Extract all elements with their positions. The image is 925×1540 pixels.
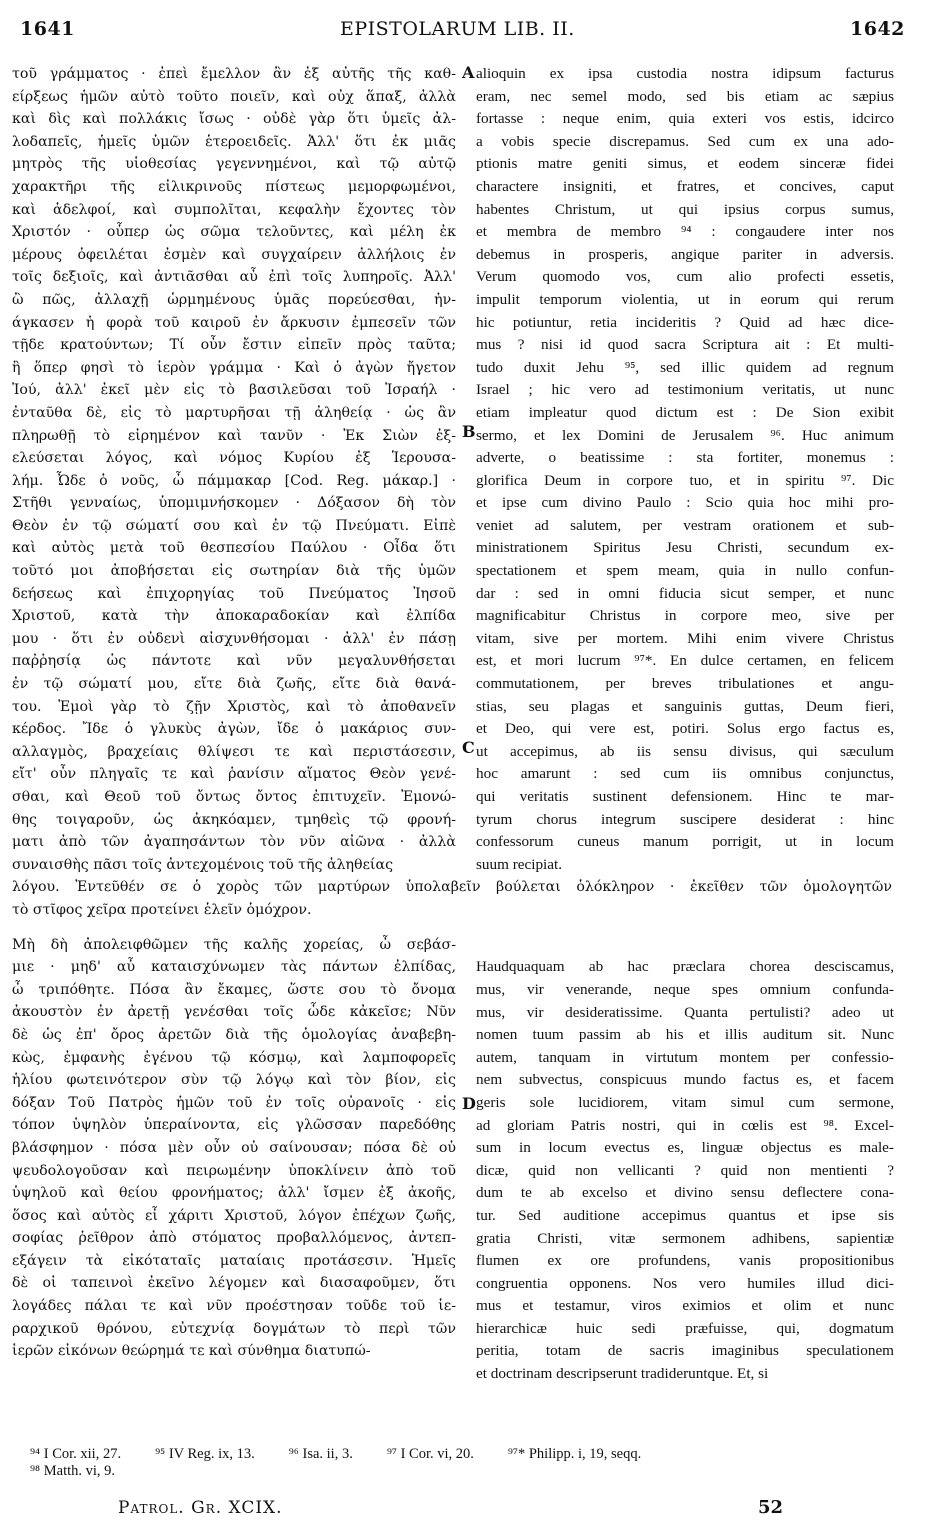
latin-line: peritia, totam de sacris imaginibus speculationem (476, 1342, 894, 1360)
footnote: ⁹⁷ I Cor. vi, 20. (386, 1446, 474, 1462)
latin-line: charactere insigniti, et fratres, et concives, caput (476, 177, 894, 195)
latin-line: et Deo, qui vere est, potiri. Solus ergo factus es, (476, 720, 894, 738)
latin-line: dar : sed in omni fiducia sicut semper, et nunc (476, 584, 894, 602)
latin-line: Israel ; hic vero ad testimonium veritatis, ut nunc (476, 381, 894, 399)
latin-line: est, et mori lucrum ⁹⁷*. En dulce certamen, en felicem (476, 652, 894, 670)
greek-line: συναισθὴς πᾶσι τοῖς ἀντεχομένοις τοῦ τῆς ἀληθείας (12, 856, 394, 873)
greek-line: βλάσφημον · πόσα μὲν οὖν οὐ σαίνουσαν; πόσα δὲ οὐ (12, 1139, 456, 1156)
latin-line: geris sole lucidiorem, vitam simul cum sermone, (476, 1093, 894, 1111)
greek-line: του. Ἐμοὶ γὰρ τὸ ζῇν Χριστὸς, καὶ τὸ ἀποθανεῖν (12, 698, 456, 715)
latin-line: fortasse : neque enim, quia exteri vos estis, idcirco (476, 110, 894, 128)
latin-line: debemus in prosperis, angique pariter in adversis. (476, 245, 894, 263)
latin-line: qui veritatis sustinent defensionem. Hinc te mar- (476, 788, 894, 805)
greek-line: καὶ αὐτὸς μετὰ τοῦ θεσπεσίου Παύλου · Οἶδα ὅτι (12, 540, 456, 557)
greek-line: τοῖς δεξιοῖς, καὶ ἀντιᾶσθαι αὖ ἐπὶ τοῖς λυπηροῖς. Ἀλλ' (12, 269, 456, 286)
greek-line: ἐνταῦθα δὲ, εἰς τὸ μαρτυρῆσαι τῇ ἀληθείᾳ · ὡς ἂν (12, 404, 456, 421)
greek-line: καὶ δὶς καὶ πολλάκις ἴσως · οὐδὲ γὰρ ὅτι ὑμεῖς ἀλ- (12, 111, 456, 128)
footnote: ⁹⁵ IV Reg. ix, 13. (155, 1446, 255, 1462)
footnotes-row-1 (30, 1446, 900, 1463)
greek-line: καὶ ἀδελφοί, καὶ συμπολῖται, κεφαλὴν ἔχοντες τὸν (12, 201, 456, 218)
greek-line: ἐν τῷ σώματί μου, εἴτε διὰ ζωῆς, εἴτε διὰ θανά- (12, 676, 456, 693)
greek-line: εξάγειν τὰ εἰκόταταῖς ματαίαις προτάσεσιν. Ἡμεῖς (12, 1252, 456, 1269)
greek-line: λήμ. Ὦδε ὁ νοῦς, ὦ πάμμακαρ [Cod. Reg. μάκαρ.] · (12, 472, 456, 489)
greek-text-top (12, 63, 456, 876)
greek-line: λοδαπεῖς, ἡμεῖς ὑμῶν ἑτεροειδεῖς. Ἀλλ' ὅτι ἐκ μιᾶς (12, 133, 456, 150)
latin-line: ministrationem Spiritus Jesu Christi, secundum ex- (476, 539, 894, 557)
greek-line: τόπον ὑψηλὸν ὑπεραίνοντα, εἰς γλῶσσαν παρεδόθης (12, 1117, 456, 1134)
greek-line: παῤῥησίᾳ ὡς πάντοτε καὶ νῦν μεγαλυνθήσεται (12, 653, 456, 670)
latin-line: habentes Christum, ut qui ipsius corpus sumus, (476, 200, 894, 218)
greek-line: ὅσος καὶ αὐτὸς εἶ χάριτι Χριστοῦ, λόγον ἐπέχων ζωῆς, (12, 1207, 456, 1224)
section-marker-c: C (462, 738, 475, 757)
latin-line: mus, vir venerande, neque spes omnium confunda- (476, 980, 894, 998)
latin-line: impulit temporum violentia, ut in eorum qui rerum (476, 290, 894, 308)
latin-line: nomen tuum passim ab his et illis auditum sit. Nunc (476, 1026, 894, 1044)
greek-line: Ἰού, ἀλλ' ἐκεῖ μὲν εἰς τὸ βασιλεῦσαι τοῦ Ἰσραήλ · (12, 382, 456, 399)
latin-line: dum te ab excelso et divino sensu deflectere cona- (476, 1184, 894, 1202)
latin-line: mus, vir desideratissime. Quanta pertulisti? adeo ut (476, 1003, 894, 1021)
latin-line: commutationem, per breves tribulationes et angu- (476, 675, 894, 693)
latin-text-top (476, 63, 894, 876)
latin-line: magnificabitur Christus in corpore meo, sive per (476, 607, 894, 625)
greek-line: αλλαγμὸς, βραχείαις θλίψεσι τε καὶ περιστάσεσιν, (12, 743, 456, 760)
latin-line: stias, seu plagas et sanguinis guttas, Deum fieri, (476, 697, 894, 715)
greek-line: ἱερῶν εἰκόνων θεώρημά τε καὶ σύνθημα διατυπώ- (12, 1343, 371, 1360)
latin-column (476, 63, 894, 1386)
greek-line: δόξαν Τοῦ Πατρὸς ἡμῶν τοῦ ἐν τοῖς οὐρανοῖς · εἰς (12, 1094, 456, 1111)
greek-line: μητρὸς τῆς υἱοθεσίας γεγεννημένοι, καὶ τῷ αὐτῷ (12, 156, 456, 173)
greek-line: ελεύσεται λόγος, καὶ νόμος Κυρίου ἐξ Ἱερουσα- (12, 450, 456, 467)
greek-line: Χριστοῦ, κατὰ τὴν ἀποκαραδοκίαν καὶ ἐλπίδα (12, 608, 456, 625)
latin-line: etiam impleatur quod dictum est : De Sion exibit (476, 403, 894, 421)
greek-line: ἢ ὅπερ φησὶ τὸ ἱερὸν γράμμα · Καὶ ὁ ἀγὼν ἤγετον (12, 359, 456, 376)
latin-line: autem, tanquam in virtutum montem per confessio- (476, 1048, 894, 1066)
greek-line: ὦ τριπόθητε. Πόσα ἂν ἔκαμες, ὥστε σου τὸ ὄνομα (12, 981, 456, 998)
greek-line: πληρωθῇ τὸ εἰρημένον καὶ τανῦν · Ἐκ Σιὼν ἐξ- (12, 427, 456, 444)
signature-number: 52 (758, 1497, 784, 1518)
latin-line: hierarchicæ huic sedi præfuisse, qui, dogmatum (476, 1319, 894, 1337)
greek-line: άγκασεν ἡ φορὰ τοῦ καιροῦ ἐν ἄρκυσιν ἐμπεσεῖν τῶν (12, 314, 456, 331)
latin-line: ptionis matre geniti simus, et eodem sinceræ fidei (476, 155, 894, 173)
page-number-left: 1641 (20, 18, 75, 40)
greek-line: είρξεως ἡμῶν αὐτὸ τοῦτο ποιεῖν, καὶ οὐχ ἅπαξ, ἀλλὰ (12, 88, 456, 105)
greek-line: ἀκουστὸν ἐν ἀρετῇ γενέσθαι τοῖς ὧδε κἀκεῖσε; Νῦν (12, 1004, 456, 1021)
footnote: ⁹⁶ Isa. ii, 3. (288, 1446, 353, 1462)
section-marker-b: B (462, 422, 476, 441)
latin-line: vitam, sive per mortem. Mihi enim vivere Christus (476, 629, 894, 647)
latin-line: alioquin ex ipsa custodia nostra idipsum facturus (476, 65, 894, 82)
latin-line: mus ? nisi id quod sacra Scriptura ait : Et multi- (476, 336, 894, 354)
latin-line: Verum quomodo vos, cum alio profecti essetis, (476, 268, 894, 286)
latin-line: confessorum cuneus manum porrigit, ut in locum (476, 833, 894, 851)
latin-line: congruentia opponens. Nos vero humiles illud dici- (476, 1274, 894, 1292)
latin-line: tyrum chorus integrum suscipere desiderat : hinc (476, 810, 894, 828)
latin-line: tudo duxit Jehu ⁹⁵, sed illic quidem ad regnum (476, 358, 894, 376)
greek-line: Μὴ δὴ ἀπολειφθῶμεν τῆς καλῆς χορείας, ὦ σεβάσ- (12, 936, 456, 953)
greek-line: τῇδε κρατούντων; Τί οὖν ἔστιν εἰπεῖν πρὸς ταῦτα; (12, 337, 456, 354)
greek-line: ραρχικοῦ θρόνου, εὐτεχνίᾳ δογμάτων τὸ περὶ τῶν (12, 1320, 456, 1337)
running-title: EPISTOLARUM LIB. II. (340, 18, 575, 40)
latin-line: et ipse cum divino Paulo : Scio quia hoc mihi pro- (476, 494, 894, 512)
greek-line: ὑψηλοῦ καὶ θείου φρονήματος; ἀλλ' ἴσμεν ἐξ ἀκοῆς, (12, 1185, 456, 1202)
greek-text-wide (12, 876, 892, 921)
greek-line: θης τοιγαροῦν, ὡς ἀκηκόαμεν, τμηθεὶς τῷ φρονή- (12, 811, 456, 828)
latin-line: et membra de membro ⁹⁴ : congaudere inter nos (476, 223, 894, 241)
latin-line: eram, nec semel modo, sed bis etiam ac sæpius (476, 87, 894, 105)
page-number-right: 1642 (850, 18, 905, 40)
greek-line: ψευδολογοῦσαν καὶ πειρωμένην ὑποκλίνειν ἀπὸ τοῦ (12, 1162, 456, 1179)
footnotes (30, 1446, 900, 1480)
greek-line: Χριστόν · οὗπερ ὡς σῶμα τελοῦντες, καὶ μέλη ἐκ (12, 224, 456, 241)
greek-line-wide: λόγου. Ἐντεῦθέν σε ὁ χορὸς τῶν μαρτύρων ὑπολαβεῖν βούλεται ὁλόκληρον · ἐκεῖθεν τῶν ὁμολογητῶν (12, 879, 892, 896)
latin-line: mus et testamur, viros eximios et olim et nunc (476, 1297, 894, 1315)
greek-line: χαρακτῆρι τῆς εἰλικρινοῦς πίστεως μεμορφωμένοι, (12, 178, 456, 195)
greek-line: σοφίας ῥεῖθρον ἀπὸ στόματος προβαλλόμενος, ἀντεπ- (12, 1230, 456, 1247)
latin-text-bottom (476, 956, 894, 1385)
latin-line: spectationem et spem meam, quia in nullo confun- (476, 562, 894, 580)
greek-line: σθαι, καὶ Θεοῦ τοῦ ὄντως ὄντος ἐπιτυχεῖν. Ἐμονώ- (12, 789, 456, 805)
greek-line: δὲ οἱ ταπεινοὶ ἐκεῖνο λέγομεν καὶ διασαφοῦμεν, ὅτι (12, 1275, 456, 1292)
latin-line: a vobis specie discrepamus. Sed cum ex una ado- (476, 132, 894, 150)
greek-line: μέρους ὀφειλέται ἐσμὲν καὶ συγχαίρειν ἀλλήλοις ἐν (12, 246, 456, 263)
latin-line: sermo, et lex Domini de Jerusalem ⁹⁶. Huc animum (476, 426, 894, 444)
greek-line-wide: τὸ στῖφος χεῖρα προτείνει ἑλεῖν ὁμόχρον. (12, 901, 312, 918)
latin-line: glorifica Deum in corpore tuo, et in spiritu ⁹⁷. Dic (476, 471, 894, 489)
greek-line: ματι ἀπὸ τῶν ἀγαπησάντων τὸν νῦν αἰῶνα · ἀλλὰ (12, 834, 456, 851)
greek-line: κὼς, ἐμφανὴς ἐγένου τῷ κόσμῳ, καὶ λαμποφορεῖς (12, 1049, 456, 1066)
footnote: ⁹⁷* Philipp. i, 19, seqq. (507, 1446, 642, 1462)
section-marker-a: A (462, 63, 475, 82)
latin-line: nem subvectus, conspicuus mundo factus es, et facem (476, 1071, 894, 1089)
greek-line: λογάδες πάλαι τε καὶ νῦν προέστησαν τοῦδε τοῦ ἱε- (12, 1298, 456, 1315)
greek-line: τοῦ γράμματος · ἐπεὶ ἔμελλον ἂν ἐξ αὐτῆς τῆς καθ- (12, 66, 456, 82)
greek-line: μου · ὅτι ἐν οὐδενὶ αἰσχυνθήσομαι · ἀλλ' ἐν πάσῃ (12, 630, 456, 647)
latin-line: tur. Sed auditione accepimus quantus et ipse sis (476, 1206, 894, 1224)
greek-line: μιε · μηδ' αὖ καταισχύνωμεν τὰς πάντων ἐλπίδας, (12, 959, 456, 976)
series-signature: Patrol. Gr. XCIX. (118, 1498, 283, 1518)
latin-line: ut accepimus, ab iis sensu divisus, qui sæculum (476, 742, 894, 760)
latin-line: ad gloriam Patris nostri, qui in cœlis est ⁹⁸. Excel- (476, 1116, 894, 1134)
section-marker-d: D (462, 1094, 476, 1113)
footnote: ⁹⁴ I Cor. xii, 27. (30, 1446, 122, 1462)
latin-line: flumen ex ore profundens, vanis propositionibus (476, 1252, 894, 1270)
latin-line: hic potiuntur, retia incideritis ? Quid ad hæc dice- (476, 313, 894, 331)
footnote: ⁹⁸ Matth. vi, 9. (30, 1463, 116, 1479)
latin-line: sum in locum evectus es, linguæ objectus es male- (476, 1139, 894, 1157)
greek-line: δὲ ὡς ἐπ' ὄρος ἀρετῶν διὰ τῆς ὁμολογίας ἀναβεβη- (12, 1026, 456, 1043)
latin-line: veniet ad salutem, per vestram orationem et sub- (476, 516, 894, 534)
greek-line: ἡλίου φωτεινότερον σὺν τῷ λόγῳ καὶ τὸν βίον, εἰς (12, 1072, 456, 1089)
greek-line: κέρδος. Ἴδε ὁ γλυκὺς ἀγὼν, ἴδε ὁ μακάριος συν- (12, 721, 456, 738)
greek-text-bottom (12, 934, 456, 1363)
latin-line: adverte, o beatissime : sta fortiter, monemus : (476, 449, 894, 467)
latin-line: hoc amarunt : sed cum iis omnibus conjunctus, (476, 765, 894, 783)
greek-line: ὢ πῶς, ἀλλαχῇ ὡρμημένους ὑμᾶς πορεύεσθαι, ἠν- (12, 291, 456, 308)
latin-line: Haudquaquam ab hac præclara chorea desciscamus, (476, 958, 894, 976)
greek-line: τοῦτό μοι ἀποβήσεται εἰς σωτηρίαν διὰ τῆς ὑμῶν (12, 563, 456, 580)
greek-line: Στῆθι γενναίως, ὑπομιμνήσκομεν · Δόξασον δὴ τὸν (12, 495, 456, 512)
greek-line: δεήσεως καὶ ἐπιχορηγίας τοῦ Πνεύματος Ἰησοῦ (12, 585, 456, 602)
greek-line: Θεὸν ἐν τῷ σώματί σου καὶ ἐν τῷ Πνεύματι. Εἰπὲ (12, 517, 456, 534)
greek-line: εἴτ' οὖν πληγαῖς τε καὶ ῥανίσιν αἵματος Θεὸν γενέ- (12, 766, 456, 783)
latin-line: suum recipiat. (476, 855, 563, 873)
latin-line: gratia Christi, vitæ sermonem adhibens, sapientiæ (476, 1229, 894, 1247)
latin-line: et doctrinam descripserunt tradideruntque. Et, si (476, 1365, 769, 1383)
footnotes-row-2 (30, 1463, 900, 1480)
latin-line: dicæ, quid non vellicanti ? quid non mentienti ? (476, 1161, 894, 1179)
